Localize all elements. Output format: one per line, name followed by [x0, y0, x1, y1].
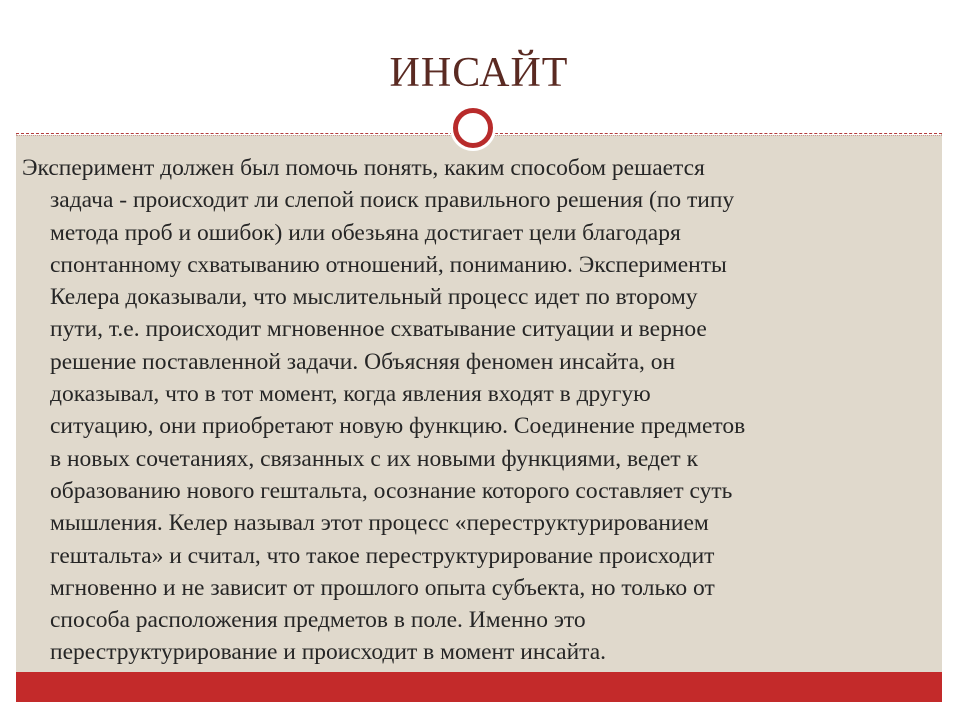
paragraph-line: в новых сочетаниях, связанных с их новыми функциями, ведет к: [50, 445, 698, 472]
paragraph-line: Эксперимент должен был помочь понять, каким способом решается: [22, 155, 705, 181]
paragraph-line: доказывал, что в тот момент, когда явления входят в другую: [50, 381, 651, 408]
decorative-ring-icon: [453, 108, 493, 148]
paragraph-line: задача - происходит ли слепой поиск правильного решения (по типу: [50, 187, 735, 214]
paragraph-line: Келера доказывали, что мыслительный процесс идет по второму: [50, 284, 698, 311]
body-paragraph: [22, 152, 922, 669]
paragraph-line: пути, т.е. происходит мгновенное схватывание ситуации и верное: [50, 316, 707, 343]
paragraph-line: способа расположения предметов в поле. Именно это: [50, 607, 586, 634]
footer-bar: [16, 672, 942, 702]
paragraph-line: решение поставленной задачи. Объясняя феномен инсайта, он: [50, 348, 676, 375]
paragraph-line: мышления. Келер называл этот процесс «переструктурированием: [50, 510, 709, 537]
paragraph-line: ситуацию, они приобретают новую функцию. Соединение предметов: [50, 413, 746, 440]
paragraph-line: мгновенно и не зависит от прошлого опыта субъекта, но только от: [50, 574, 715, 601]
paragraph-line: переструктурирование и происходит в момент инсайта.: [50, 639, 607, 666]
paragraph-line: гештальта» и считал, что такое переструктурирование происходит: [50, 542, 715, 569]
paragraph-line: спонтанному схватыванию отношений, пониманию. Эксперименты: [50, 251, 727, 278]
paragraph-line: метода проб и ошибок) или обезьяна достигает цели благодаря: [50, 219, 681, 246]
paragraph-line: образованию нового гештальта, осознание которого составляет суть: [50, 477, 733, 504]
slide-title: ИНСАЙТ: [389, 50, 569, 96]
